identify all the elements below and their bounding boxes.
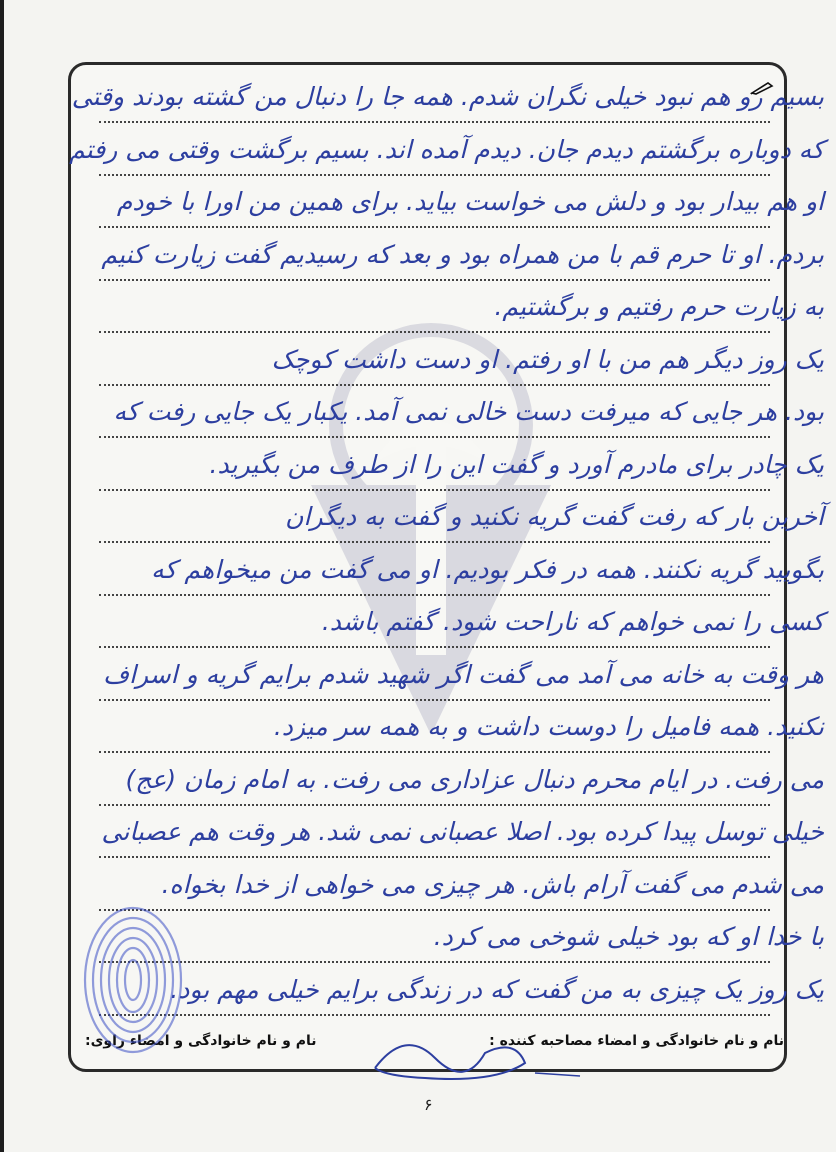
handwritten-line: یک روز یک چیزی به من گفت که در زندگی برایم خیلی مهم بود.	[170, 974, 824, 1004]
handwritten-line: کسی را نمی خواهم که ناراحت شود. گفتم باشد.	[321, 607, 824, 636]
handwritten-line: که دوباره برگشتم دیدم جان. دیدم آمده اند. بسیم برگشت وقتی می رفتم	[69, 134, 824, 164]
handwritten-line: او هم بیدار بود و دلش می خواست بیاید. برای همین من اورا با خودم	[116, 187, 824, 216]
handwritten-line: یک روز دیگر هم من با او رفتم. او دست داشت کوچک	[271, 344, 824, 374]
signature-mark	[365, 1018, 585, 1088]
handwritten-line: می شدم می گفت آرام باش. هر چیزی می خواهی از خدا بخواه.	[161, 869, 824, 899]
handwritten-line: بگویید گریه نکنند. همه در فکر بودیم. او می گفت من میخواهم که	[151, 554, 824, 584]
handwritten-line: بردم. او تا حرم قم با من همراه بود و بعد که رسیدیم گفت زیارت کنیم	[101, 239, 824, 269]
handwritten-line: می رفت. در ایام محرم دنبال عزاداری می رفت. به امام زمان (عج)	[125, 764, 824, 794]
handwritten-line: هر وقت به خانه می آمد می گفت اگر شهید شدم برایم گریه و اسراف	[103, 659, 824, 689]
handwritten-line: بسیم رو هم نبود خیلی نگران شدم. همه جا را دنبال من گشته بودند وقتی	[71, 82, 824, 111]
handwritten-line: یک چادر برای مادرم آورد و گفت این را از طرف من بگیرید.	[209, 449, 824, 479]
handwritten-line: خیلی توسل پیدا کرده بود. اصلا عصبانی نمی شد. هر وقت هم عصبانی	[101, 817, 824, 846]
handwritten-line: با خدا او که بود خیلی شوخی می کرد.	[433, 922, 824, 951]
fingerprint-mark	[78, 900, 188, 1060]
binding-edge	[0, 0, 4, 1152]
handwritten-line: نکنید. همه فامیل را دوست داشت و به همه سر میزد.	[273, 712, 824, 741]
handwritten-line: بود. هر جایی که میرفت دست خالی نمی آمد. یکبار یک جایی رفت که	[113, 397, 824, 426]
handwritten-line: آخرین بار که رفت گفت گریه نکنید و گفت به دیگران	[285, 502, 824, 531]
handwritten-line: به زیارت حرم رفتیم و برگشتیم.	[494, 292, 824, 321]
narrator-signature-label: نام و نام خانوادگی و امضاء راوی:	[85, 1033, 317, 1049]
page-number: ۶	[424, 1095, 433, 1114]
interviewer-signature-label: نام و نام خانوادگی و امضاء مصاحبه کننده :	[489, 1033, 784, 1049]
